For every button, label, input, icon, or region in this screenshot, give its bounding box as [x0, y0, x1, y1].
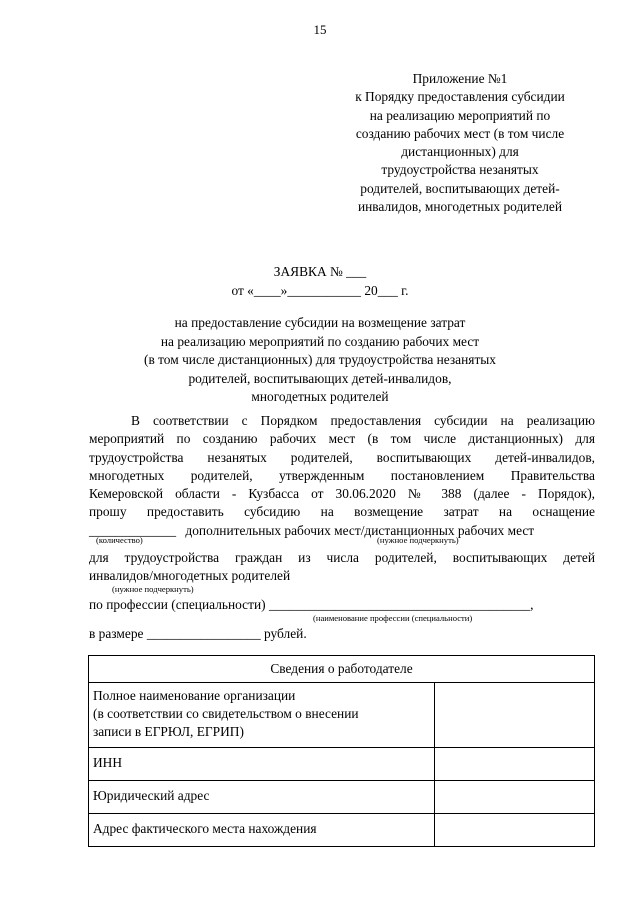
- appendix-line: инвалидов, многодетных родителей: [357, 199, 563, 215]
- body-line: [89, 522, 595, 540]
- hint-profession: (наименование профессии (специальности): [313, 613, 473, 623]
- body-line: прошу предоставить субсидию на возмещение затрат на оснащение: [89, 504, 595, 520]
- table-row: [89, 748, 595, 781]
- table-row: [89, 683, 595, 748]
- table-cell-value[interactable]: [435, 781, 595, 814]
- profession-label: по профессии (специальности): [89, 597, 266, 612]
- purpose-line: многодетных родителей: [251, 389, 389, 404]
- body-line: для трудоустройства граждан из числа родителей, воспитывающих детей: [89, 550, 595, 565]
- table-row: [89, 814, 595, 847]
- appendix-line: дистанционных) для: [401, 144, 519, 160]
- table-row: [89, 781, 595, 814]
- amount-line: [89, 625, 595, 643]
- appendix-line: Приложение №1: [412, 71, 508, 86]
- profession-comma: ,: [530, 597, 534, 612]
- table-cell-label: ИНН: [89, 748, 435, 781]
- body-line: многодетных родителей, утвержденным постановлением Правительства: [89, 467, 595, 483]
- appendix-line: родителей, воспитывающих детей-: [360, 180, 560, 196]
- quantity-blank[interactable]: _____________: [89, 522, 177, 538]
- body-paragraph-2: [89, 549, 595, 586]
- table-cell-label: Юридический адрес: [89, 781, 435, 814]
- appendix-block: [330, 70, 590, 216]
- table-cell-label: Полное наименование организации (в соответствии со свидетельством о внесении записи в ЕГРЮЛ, ЕГРИП): [89, 683, 435, 748]
- table-header-row: [89, 656, 595, 683]
- body-line: В соответствии с Порядком предоставления субсидии на реализацию: [131, 413, 595, 428]
- hint-underline: (нужное подчеркнуть): [112, 584, 194, 594]
- body-paragraph-1: [89, 412, 595, 540]
- purpose-line: (в том числе дистанционных) для трудоустройства незанятых: [144, 352, 496, 367]
- body-line: мероприятий по созданию рабочих мест (в том числе дистанционных) для: [89, 431, 595, 447]
- table-header: Сведения о работодателе: [89, 656, 595, 683]
- appendix-line: на реализацию мероприятий по: [369, 107, 551, 123]
- table-cell-value[interactable]: [435, 683, 595, 748]
- table-cell-value[interactable]: [435, 814, 595, 847]
- appendix-line: созданию рабочих мест (в том числе: [355, 125, 565, 141]
- appendix-line: к Порядку предоставления субсидии: [355, 89, 565, 105]
- table-cell-label: Адрес фактического места нахождения: [89, 814, 435, 847]
- document-title: [0, 262, 640, 300]
- body-line: трудоустройства незанятых родителей, воспитывающих детей-инвалидов,: [89, 449, 595, 465]
- profession-line: [89, 596, 595, 614]
- title-line: ЗАЯВКА № ___: [273, 264, 367, 279]
- body-line: Кемеровской области - Кузбасса от 30.06.2020 № 388 (далее - Порядок),: [89, 486, 595, 502]
- amount-unit: рублей.: [264, 626, 307, 641]
- purpose-line: на предоставление субсидии на возмещение затрат: [174, 315, 466, 330]
- table-cell-value[interactable]: [435, 748, 595, 781]
- date-line: от «____»___________ 20___ г.: [231, 283, 409, 298]
- body-line: инвалидов/многодетных родителей: [89, 568, 291, 584]
- purpose-block: [0, 314, 640, 407]
- page-number: 15: [313, 22, 327, 37]
- hint-underline: (нужное подчеркнуть): [377, 535, 459, 545]
- appendix-line: трудоустройства незанятых: [381, 162, 539, 178]
- body-line-text: дополнительных рабочих мест/дистанционных рабочих мест: [185, 522, 535, 538]
- purpose-line: родителей, воспитывающих детей-инвалидов,: [188, 370, 452, 386]
- purpose-line: на реализацию мероприятий по созданию рабочих мест: [160, 333, 480, 349]
- hint-quantity: (количество): [96, 535, 143, 545]
- employer-info-table: [88, 655, 595, 847]
- amount-blank[interactable]: _________________: [146, 626, 261, 641]
- amount-label: в размере: [89, 626, 144, 641]
- profession-blank[interactable]: _______________________________________: [268, 597, 531, 612]
